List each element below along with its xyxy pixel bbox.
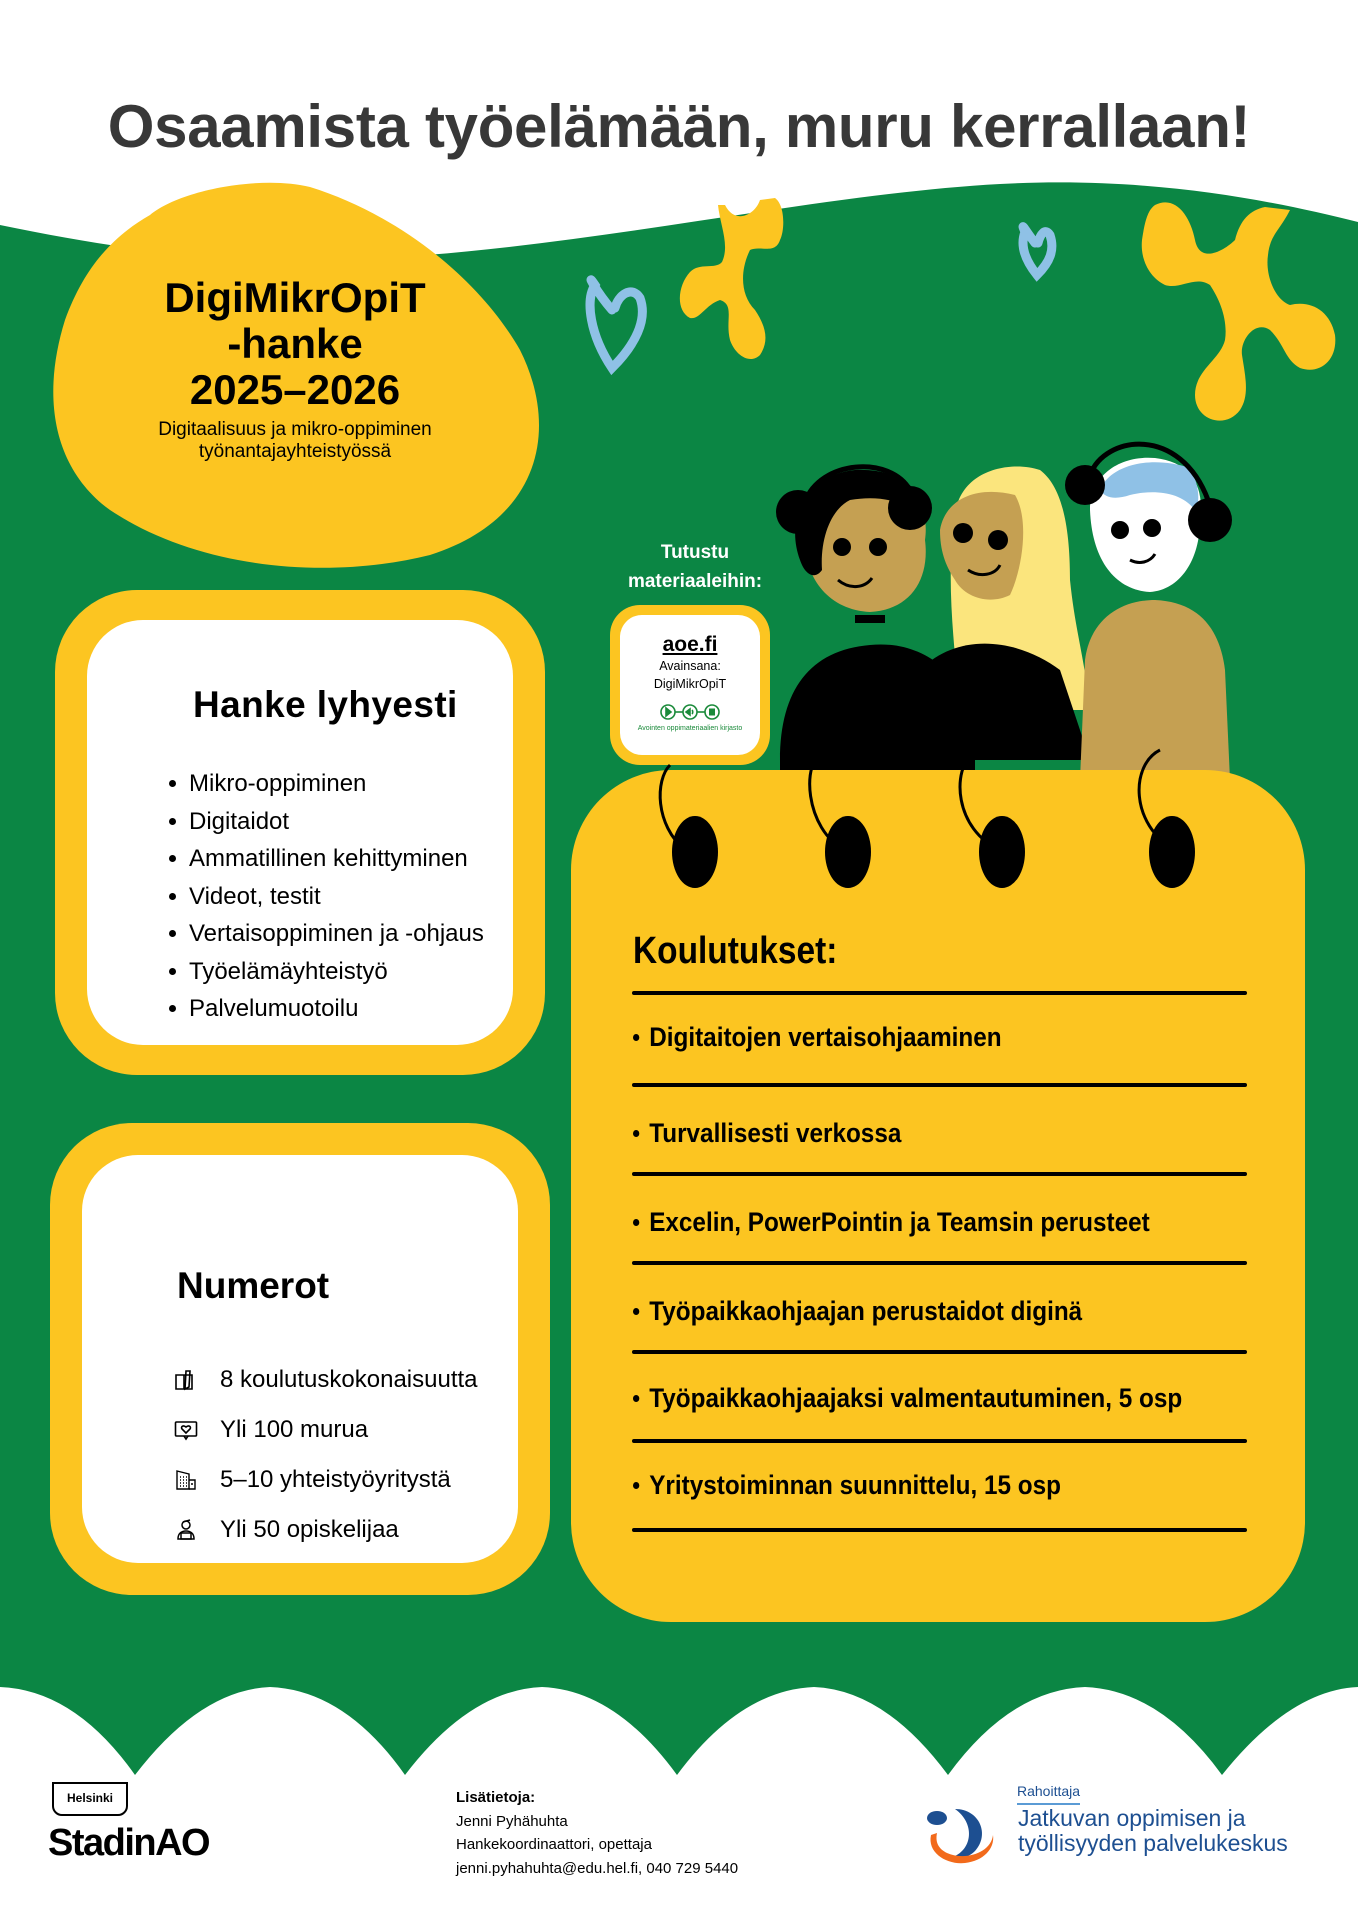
- list-item: Digitaidot: [169, 803, 484, 841]
- bullet-icon: [633, 1308, 639, 1315]
- list-item: Työelämäyhteistyö: [169, 953, 484, 991]
- training-item: Työpaikkaohjaajan perustaidot diginä: [633, 1296, 1082, 1327]
- training-item: Työpaikkaohjaajaksi valmentautuminen, 5 osp: [633, 1383, 1182, 1414]
- helsinki-logo: Helsinki: [52, 1782, 128, 1816]
- divider: [632, 1261, 1247, 1265]
- divider: [632, 1528, 1247, 1532]
- people-illustration: [760, 430, 1240, 780]
- training-item: Yritystoiminnan suunnittelu, 15 osp: [633, 1470, 1061, 1501]
- notebook-rings: [560, 740, 1320, 900]
- training-item: Digitaitojen vertaisohjaaminen: [633, 1022, 1002, 1053]
- materials-label: Tutustu materiaaleihin:: [627, 542, 763, 592]
- summary-box-inner: [87, 620, 513, 1045]
- bullet-icon: [633, 1395, 639, 1402]
- bullet-icon: [169, 818, 176, 825]
- list-item: Videot, testit: [169, 878, 484, 916]
- ring-hole: [979, 816, 1025, 888]
- ring-hole: [672, 816, 718, 888]
- aoe-logo: [620, 703, 760, 721]
- person-right: [1065, 444, 1232, 780]
- stat-item: Yli 100 murua: [174, 1405, 478, 1455]
- divider: [632, 1083, 1247, 1087]
- student-laptop-icon: [174, 1518, 198, 1542]
- bullet-icon: [169, 893, 176, 900]
- ring-hole: [1149, 816, 1195, 888]
- training-item: Excelin, PowerPointin ja Teamsin perusteet: [633, 1207, 1150, 1238]
- bullet-icon: [169, 930, 176, 937]
- ring-hole: [825, 816, 871, 888]
- page-title: Osaamista työelämään, muru kerrallaan!: [107, 93, 1251, 160]
- numbers-box: [50, 1123, 550, 1595]
- list-item: Palvelumuotoilu: [169, 990, 484, 1028]
- summary-box: [55, 590, 545, 1075]
- bullet-icon: [633, 1482, 639, 1489]
- person-middle: [920, 466, 1090, 760]
- project-suffix: -hanke: [227, 320, 363, 367]
- bullet-icon: [169, 968, 176, 975]
- numbers-box-inner: [82, 1155, 518, 1563]
- stadinao-logo: StadinAO: [48, 1822, 210, 1864]
- bullet-icon: [633, 1219, 639, 1226]
- keyword-value: DigiMikrOpiT: [653, 677, 727, 691]
- project-intro: [110, 275, 480, 463]
- aoe-link[interactable]: aoe.fi: [662, 633, 718, 656]
- project-years: 2025–2026: [189, 366, 401, 413]
- contact-role: Hankekoordinaattori, opettaja: [456, 1836, 652, 1853]
- stat-item: 5–10 yhteistyöyritystä: [174, 1455, 478, 1505]
- divider: [632, 1439, 1247, 1443]
- bullet-icon: [633, 1034, 639, 1041]
- stat-item: 8 koulutuskokonaisuutta: [174, 1355, 478, 1405]
- list-item: Ammatillinen kehittyminen: [169, 840, 484, 878]
- numbers-list: [174, 1355, 478, 1555]
- funder-logo-icon: [925, 1805, 1003, 1867]
- contact-name: Jenni Pyhähuhta: [456, 1812, 568, 1830]
- project-subtitle-1: Digitaalisuus ja mikro-oppiminen: [158, 419, 432, 440]
- divider: [632, 1350, 1247, 1354]
- project-subtitle-2: työnantajayhteistyössä: [198, 441, 392, 462]
- trainings-heading: Koulutukset:: [633, 930, 838, 972]
- divider: [632, 1172, 1247, 1176]
- building-icon: [174, 1468, 198, 1492]
- bullet-icon: [169, 855, 176, 862]
- stat-item: Yli 50 opiskelijaa: [174, 1505, 478, 1555]
- bullet-icon: [169, 1005, 176, 1012]
- list-item: Mikro-oppiminen: [169, 765, 484, 803]
- bullet-icon: [633, 1130, 639, 1137]
- summary-heading: Hanke lyhyesti: [193, 684, 458, 725]
- funder-label: Rahoittaja: [1017, 1783, 1080, 1805]
- contact-details[interactable]: jenni.pyhahuhta@edu.hel.fi, 040 729 5440: [456, 1859, 739, 1877]
- list-item: Vertaisoppiminen ja -ohjaus: [169, 915, 484, 953]
- numbers-heading: Numerot: [177, 1265, 330, 1306]
- keyword-label: Avainsana:: [659, 659, 721, 673]
- funder-name: Jatkuvan oppimisen ja työllisyyden palvelukeskus: [1018, 1805, 1288, 1856]
- library-name: Avointen oppimateriaalien kirjasto: [637, 725, 743, 732]
- heart-message-icon: [174, 1418, 198, 1442]
- training-item: Turvallisesti verkossa: [633, 1118, 901, 1149]
- project-name: DigiMikrOpiT: [164, 274, 426, 321]
- summary-list: [169, 765, 484, 1028]
- book-icon: [174, 1368, 198, 1392]
- contact-info: [456, 1786, 738, 1880]
- contact-heading: Lisätietoja:: [456, 1789, 536, 1806]
- bullet-icon: [169, 780, 176, 787]
- scalloped-edge: [0, 1687, 1358, 1775]
- divider: [632, 991, 1247, 995]
